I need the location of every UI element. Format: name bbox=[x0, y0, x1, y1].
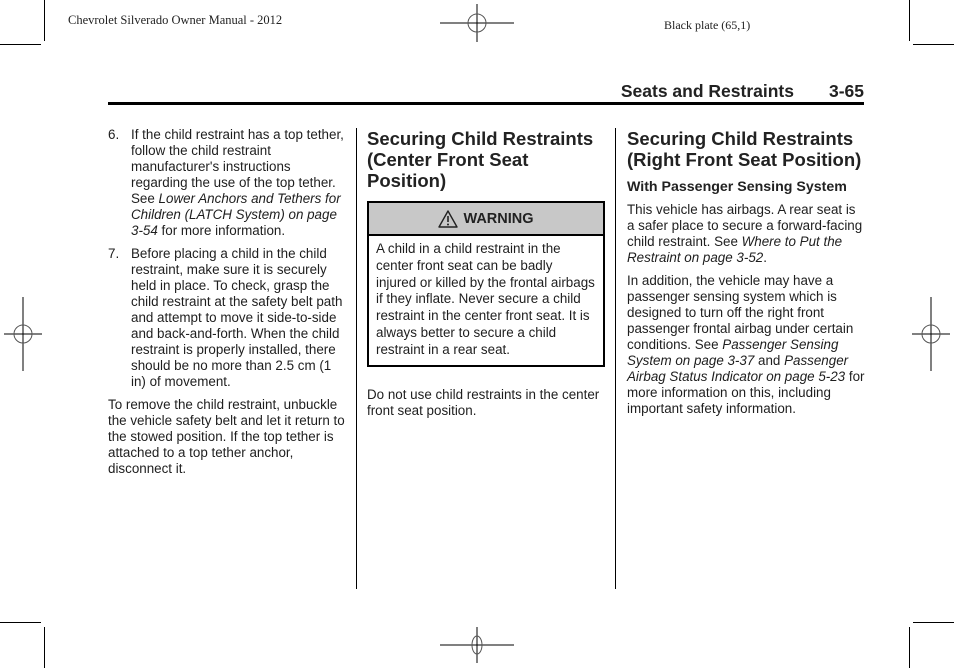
cross-reference-link[interactable]: Where to Put the Restraint on page 3-52 bbox=[627, 234, 843, 265]
crop-mark bbox=[44, 627, 45, 668]
section-heading: Securing Child Restraints (Right Front Seat Position) bbox=[627, 128, 862, 170]
crop-mark bbox=[913, 622, 954, 623]
subsection-heading: With Passenger Sensing System bbox=[627, 179, 847, 195]
warning-triangle-icon bbox=[438, 210, 458, 228]
manual-title: Chevrolet Silverado Owner Manual - 2012 bbox=[68, 13, 283, 27]
cross-reference-link[interactable]: Lower Anchors and Tethers for Children (LATCH System) on page 3-54 bbox=[131, 191, 341, 238]
warning-header bbox=[369, 203, 603, 236]
body-paragraph: This vehicle has airbags. A rear seat is a safer place to secure a forward-facing child restraint. See Where to Put the Restraint on page 3-52. bbox=[627, 202, 863, 265]
column-1 bbox=[108, 127, 346, 484]
section-heading: Securing Child Restraints (Center Front Seat Position) bbox=[367, 128, 594, 191]
body-paragraph: In addition, the vehicle may have a passenger sensing system which is designed to turn off the right front passenger frontal airbag under certain conditions. See Passenger Sensing System on page 3-37 and Passenger Airbag Status Indicator on page 5-23 for more information on this, including important safety information. bbox=[627, 273, 865, 416]
warning-box bbox=[367, 201, 605, 367]
list-item: 6. If the child restraint has a top tether, follow the child restraint manufacturer's instructions regarding the use of the top tether. See Lower Anchors and Tethers for Children (LATCH System) on page 3-54 for more information. bbox=[108, 127, 344, 238]
list-item: 7. Before placing a child in the child restraint, make sure it is securely held in place. To check, grasp the child restraint at the safety belt path and attempt to move it side-to-side and back-and-forth. When the child restraint is properly installed, there should be no more than 2.5 cm (1 in) of movement. bbox=[108, 246, 343, 389]
registration-mark-icon bbox=[440, 4, 514, 42]
crop-mark bbox=[0, 44, 41, 45]
column-divider bbox=[356, 128, 357, 589]
body-paragraph: To remove the child restraint, unbuckle the vehicle safety belt and let it return to the stowed position. If the top tether is attached to a top tether anchor, disconnect it. bbox=[108, 397, 345, 476]
warning-text: A child in a child restraint in the center front seat can be badly injured or killed by the frontal airbags if they inflate. Never secure a child restraint in the center front seat. It is always better to secure a child restraint in a rear seat. bbox=[376, 241, 595, 357]
column-3 bbox=[627, 128, 865, 424]
list-number: 7. bbox=[108, 246, 120, 261]
running-head bbox=[108, 80, 864, 105]
crop-mark bbox=[913, 44, 954, 45]
page-number: 3-65 bbox=[828, 81, 864, 101]
registration-mark-icon bbox=[440, 627, 514, 665]
section-title: Seats and Restraints bbox=[620, 81, 794, 101]
crop-mark bbox=[909, 0, 910, 41]
crop-mark bbox=[44, 0, 45, 41]
body-paragraph: Do not use child restraints in the center front seat position. bbox=[367, 386, 600, 418]
cross-reference-link[interactable]: Passenger Airbag Status Indicator on page 5-23 bbox=[627, 353, 849, 384]
registration-mark-icon bbox=[912, 297, 950, 371]
warning-label: WARNING bbox=[463, 210, 534, 227]
cross-reference-link[interactable]: Passenger Sensing System on page 3-37 bbox=[627, 337, 839, 368]
list-number: 6. bbox=[108, 127, 120, 142]
registration-mark-icon bbox=[4, 297, 42, 371]
column-2 bbox=[367, 128, 605, 426]
column-divider bbox=[615, 128, 616, 589]
crop-mark bbox=[909, 627, 910, 668]
plate-label: Black plate (65,1) bbox=[664, 18, 751, 32]
crop-mark bbox=[0, 622, 41, 623]
